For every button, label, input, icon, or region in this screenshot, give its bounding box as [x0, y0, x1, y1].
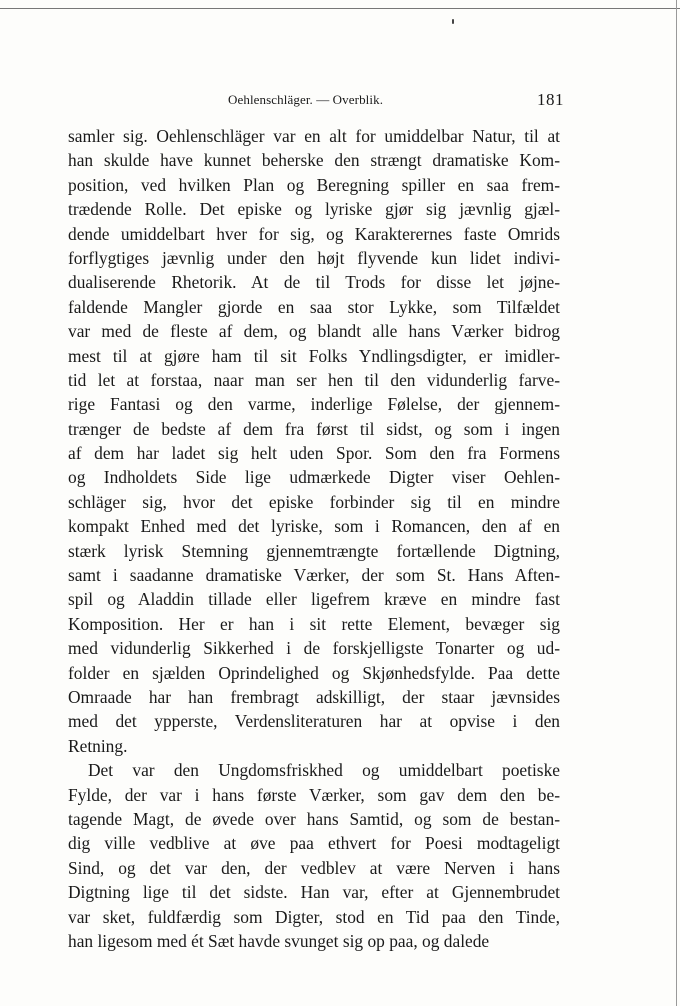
text-line: kompakt Enhed med det lyriske, som i Romancen, den af en	[68, 516, 560, 537]
text-line: tagende Magt, de øvede over hans Samtid, og som de bestan-	[68, 808, 560, 829]
text-line: samt i saadanne dramatiske Værker, der som St. Hans Aften-	[68, 565, 560, 586]
text-line: Digtning lige til det sidste. Han var, efter at Gjennembrudet	[68, 882, 560, 903]
right-edge-rule	[676, 0, 677, 1006]
running-title: Oehlenschläger. — Overblik.	[228, 92, 384, 107]
text-line: trænger de bedste af dem fra først til sidst, og som i ingen	[68, 418, 560, 439]
text-line: Retning.	[68, 735, 128, 756]
text-line: af dem har ladet sig helt uden Spor. Som den fra Formens	[68, 443, 560, 464]
text-line: med vidunderlig Sikkerhed i de forskjelligste Tonarter og ud-	[68, 638, 560, 659]
text-line: spil og Aladdin tillade eller ligefrem kræve en mindre fast	[68, 589, 560, 610]
running-header	[0, 90, 680, 112]
text-line: stærk lyrisk Stemning gjennemtrængte fortællende Digtning,	[68, 540, 560, 561]
text-line: tid let at forstaa, naar man ser hen til den vidunderlig farve-	[68, 369, 560, 390]
text-line: Fylde, der var i hans første Værker, som gav dem den be-	[68, 784, 560, 805]
text-line: schläger sig, hvor det episke forbinder sig til en mindre	[68, 491, 560, 512]
text-line: Komposition. Her er han i sit rette Element, bevæger sig	[68, 613, 560, 634]
text-line: mest til at gjøre ham til sit Folks Yndlingsdigter, er imidler-	[68, 345, 560, 366]
text-line: med det ypperste, Verdensliteraturen har at opvise i den	[68, 711, 560, 732]
text-line: var sket, fuldfærdig som Digter, stod en Tid paa den Tinde,	[68, 906, 560, 927]
text-line: Sind, og det var den, der vedblev at være Nerven i hans	[68, 857, 560, 878]
text-line: han ligesom med ét Sæt havde svunget sig op paa, og dalede	[68, 930, 490, 951]
top-edge-rule	[0, 8, 680, 9]
text-line: var med de fleste af dem, og blandt alle hans Værker bidrog	[68, 321, 560, 342]
body-text	[68, 124, 560, 953]
text-line: dende umiddelbart hver for sig, og Karakterernes faste Omrids	[68, 223, 560, 244]
text-line: og Indholdets Side lige udmærkede Digter viser Oehlen-	[68, 467, 560, 488]
text-line: dualiserende Rhetorik. At de til Trods for disse let jøjne-	[68, 272, 560, 293]
text-line: rige Fantasi og den varme, inderlige Følelse, der gjennem-	[68, 394, 560, 415]
text-line: dig ville vedblive at øve paa ethvert for Poesi modtageligt	[68, 833, 560, 854]
text-line: forflygtiges jævnlig under den højt flyvende kun lidet indivi-	[68, 247, 560, 268]
page-number: 181	[537, 90, 564, 109]
text-line: faldende Mangler gjorde en saa stor Lykke, som Tilfældet	[68, 296, 560, 317]
text-line: han skulde have kunnet beherske den strængt dramatiske Kom-	[68, 150, 560, 171]
text-line: folder en sjælden Oprindelighed og Skjønhedsfylde. Paa dette	[68, 662, 560, 683]
text-line: samler sig. Oehlenschläger var en alt for umiddelbar Natur, til at	[68, 126, 560, 146]
text-line: trædende Rolle. Det episke og lyriske gjør sig jævnlig gjæl-	[68, 199, 560, 220]
text-line: Omraade har han frembragt adskilligt, der staar jævnsides	[68, 686, 560, 707]
print-speck	[452, 19, 454, 24]
text-line: Det var den Ungdomsfriskhed og umiddelbart poetiske	[88, 760, 560, 781]
text-line: position, ved hvilken Plan og Beregning spiller en saa frem-	[68, 174, 560, 195]
